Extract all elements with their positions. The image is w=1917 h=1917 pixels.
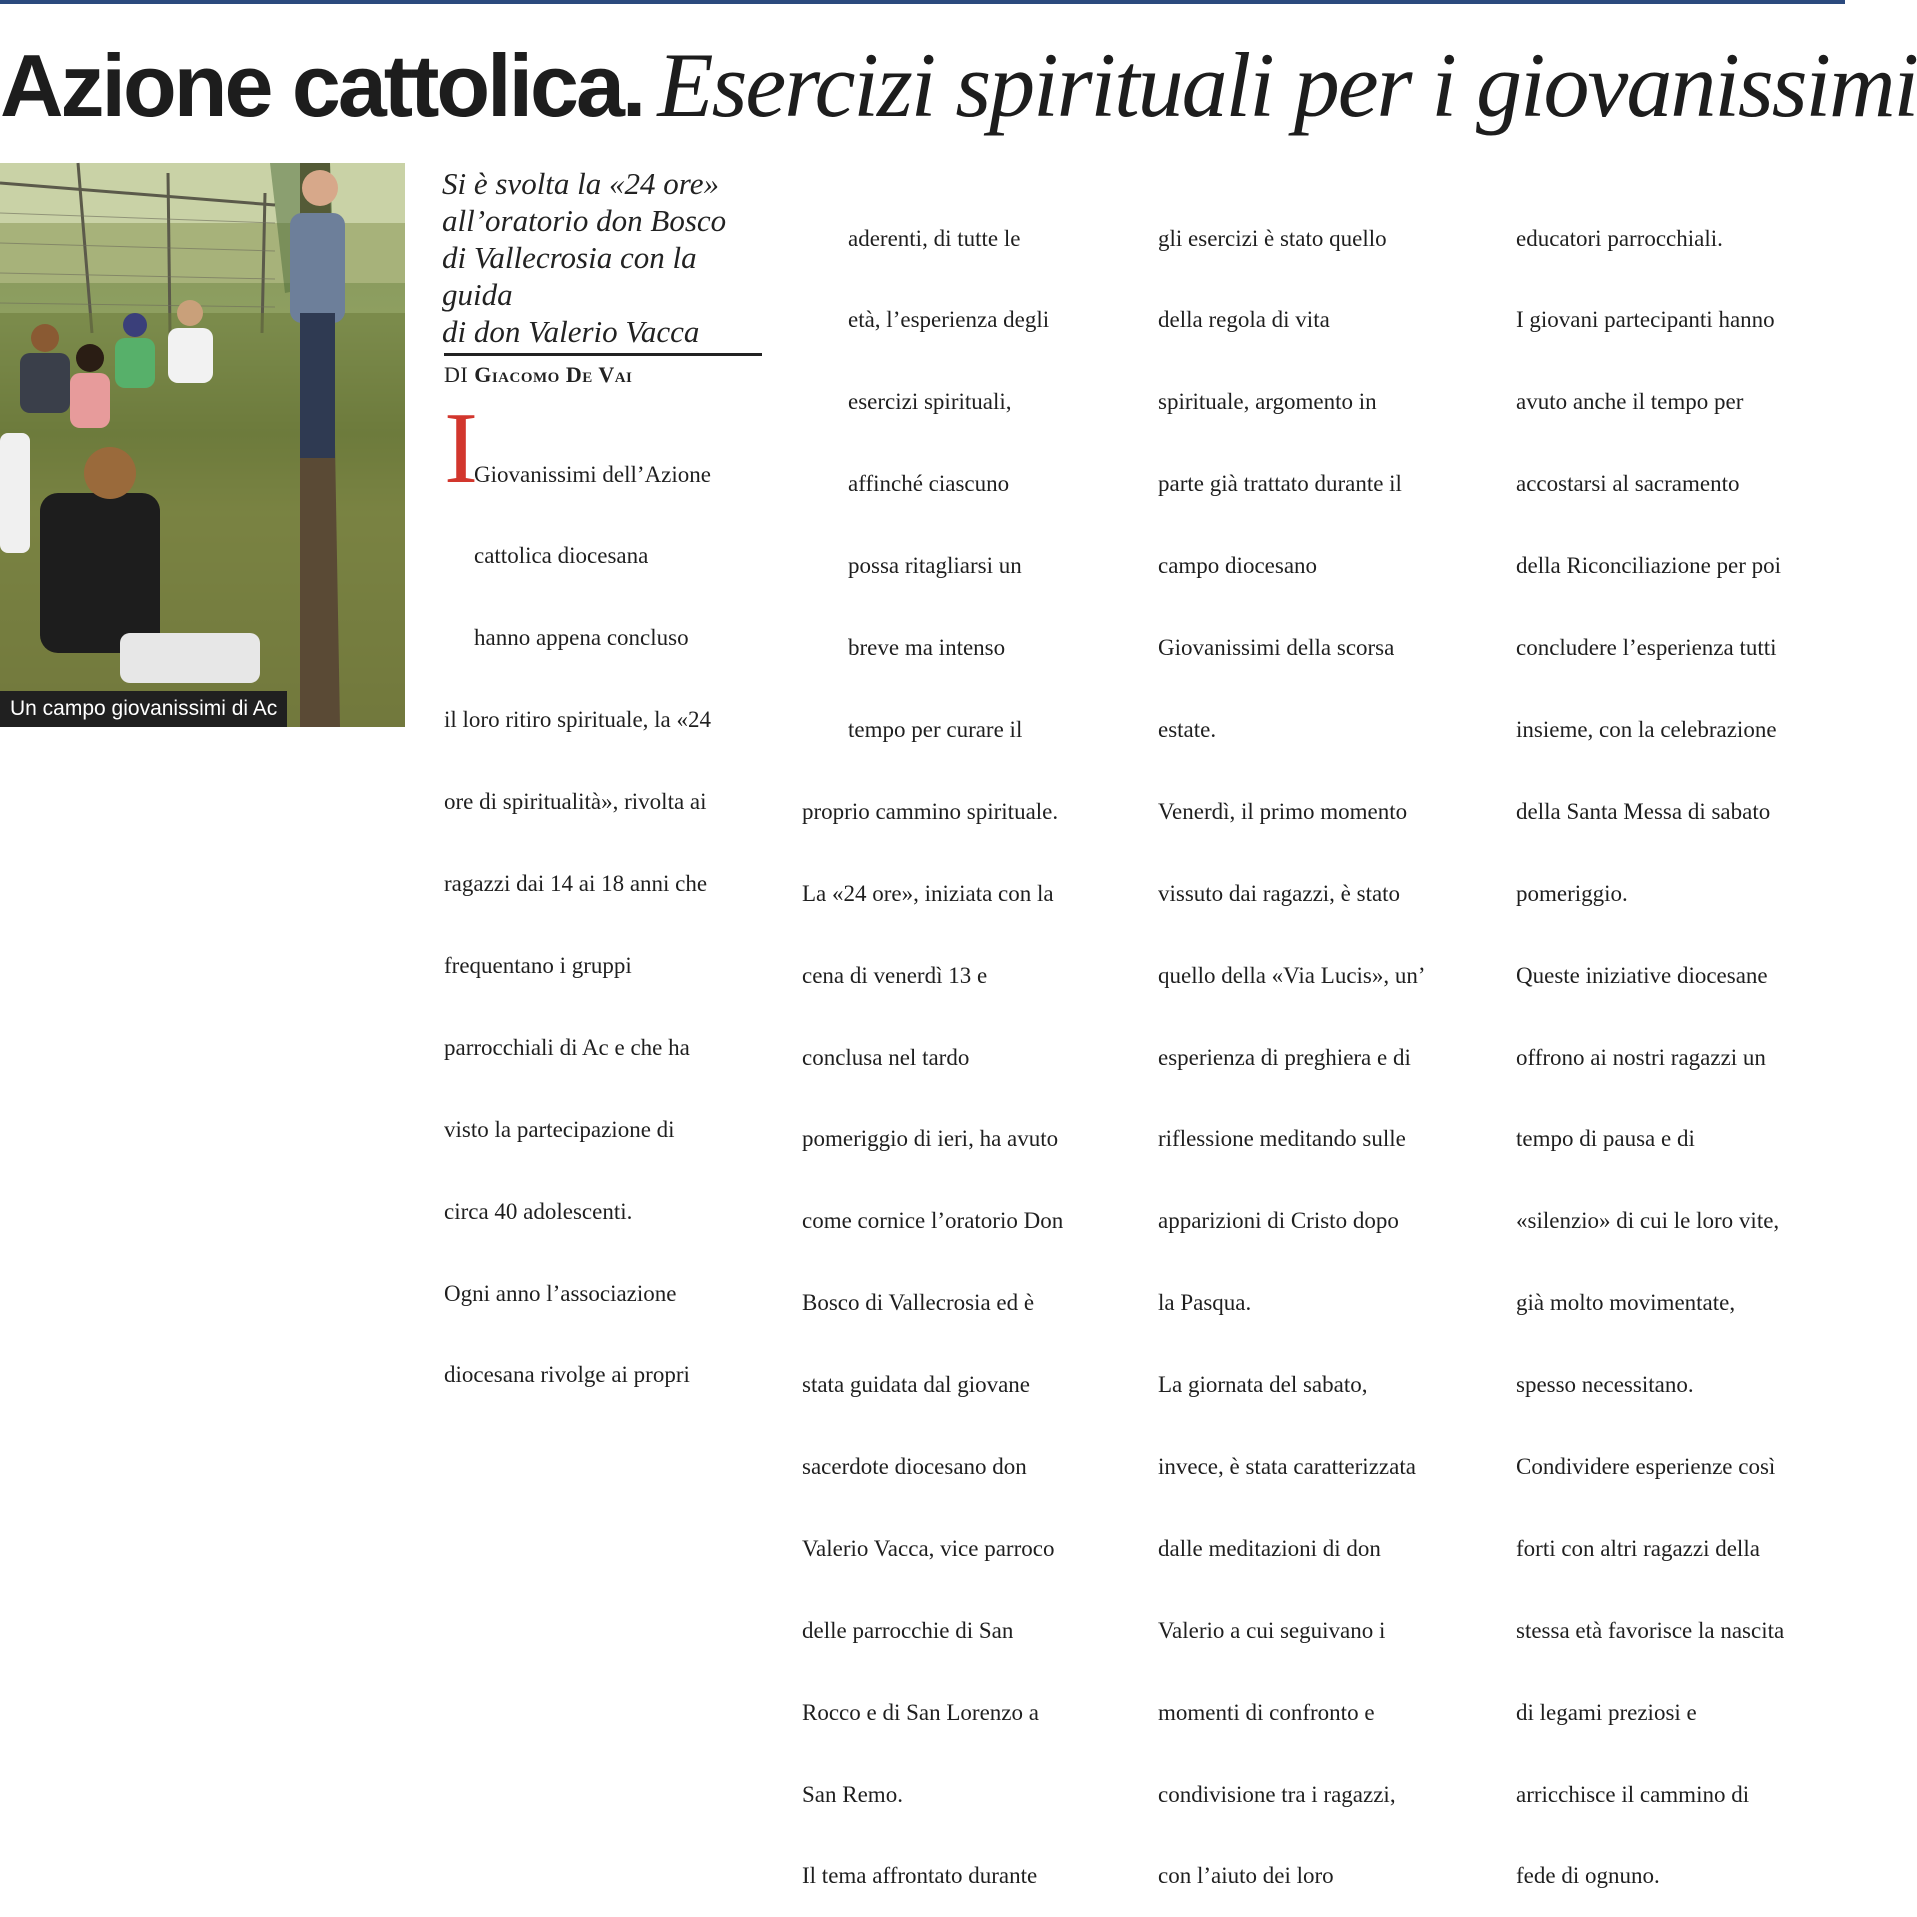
text-line: riflessione meditando sulle <box>1158 1126 1406 1152</box>
text-line: della Santa Messa di sabato <box>1516 798 1771 824</box>
text-line: arricchisce il cammino di <box>1516 1781 1750 1807</box>
text-line: esperienza di preghiera e di <box>1158 1044 1411 1070</box>
text-line: momenti di confronto e <box>1158 1699 1375 1725</box>
text-line: spesso necessitano. <box>1516 1372 1694 1398</box>
text-line: il loro ritiro spirituale, la «24 <box>444 707 712 733</box>
text-line: cattolica diocesana <box>474 543 649 569</box>
text-line: come cornice l’oratorio Don <box>802 1208 1064 1234</box>
text-line: già molto movimentate, <box>1516 1290 1736 1316</box>
text-line: gli esercizi è stato quello <box>1158 225 1387 251</box>
text-line: ore di spiritualità», rivolta ai <box>444 789 707 815</box>
text-line: Queste iniziative diocesane <box>1516 962 1768 988</box>
text-line: fede di ognuno. <box>1516 1863 1660 1889</box>
text-line: La «24 ore», iniziata con la <box>802 880 1054 906</box>
text-line: sacerdote diocesano don <box>802 1453 1027 1479</box>
text-line: tempo per curare il <box>802 716 1023 742</box>
text-line: quello della «Via Lucis», un’ <box>1158 962 1426 988</box>
text-line: hanno appena concluso <box>474 625 689 651</box>
byline-author: Giacomo De Vai <box>474 362 633 387</box>
text-line: della Riconciliazione per poi <box>1516 553 1782 579</box>
text-line: stata guidata dal giovane <box>802 1372 1031 1398</box>
text-line: San Remo. <box>802 1781 903 1807</box>
text-line: età, l’esperienza degli <box>802 307 1050 333</box>
text-line: accostarsi al sacramento <box>1516 471 1740 497</box>
text-line: della regola di vita <box>1158 307 1330 333</box>
text-line: condivisione tra i ragazzi, <box>1158 1781 1396 1807</box>
text-line: concludere l’esperienza tutti <box>1516 635 1777 661</box>
text-line: La giornata del sabato, <box>1158 1372 1368 1398</box>
headline-kicker: Azione cattolica. <box>0 36 644 135</box>
text-line: pomeriggio di ieri, ha avuto <box>802 1126 1059 1152</box>
photo-illustration <box>0 163 405 727</box>
text-line: apparizioni di Cristo dopo <box>1158 1208 1399 1234</box>
article-column-2 <box>802 170 1102 1917</box>
headline-title: Esercizi spirituali per i giovanissimi <box>657 34 1917 136</box>
byline <box>444 362 632 388</box>
text-line: affinché ciascuno <box>802 471 1010 497</box>
text-line: Bosco di Vallecrosia ed è <box>802 1290 1035 1316</box>
text-line: tempo di pausa e di <box>1516 1126 1695 1152</box>
text-line: Giovanissimi dell’Azione <box>474 461 711 487</box>
text-line: I giovani partecipanti hanno <box>1516 307 1775 333</box>
text-line: la Pasqua. <box>1158 1290 1252 1316</box>
byline-rule <box>444 353 762 356</box>
article-photo <box>0 163 405 727</box>
deck-line: all’oratorio don Bosco <box>442 203 727 238</box>
text-line: visto la partecipazione di <box>444 1116 675 1142</box>
drop-cap: I <box>444 392 478 505</box>
text-line: estate. <box>1158 716 1217 742</box>
text-line: frequentano i gruppi <box>444 952 632 978</box>
deck-line: di don Valerio Vacca <box>442 314 700 349</box>
text-line: diocesana rivolge ai propri <box>444 1362 690 1388</box>
deck-line: di Vallecrosia con la guida <box>442 240 697 312</box>
text-line: proprio cammino spirituale. <box>802 798 1059 824</box>
article-column-1 <box>444 392 762 1416</box>
text-line: conclusa nel tardo <box>802 1044 970 1070</box>
text-line: Ogni anno l’associazione <box>444 1280 677 1306</box>
text-line: Venerdì, il primo momento <box>1158 798 1408 824</box>
text-line: con l’aiuto dei loro <box>1158 1863 1334 1889</box>
article-deck <box>442 165 772 350</box>
text-line: Giovanissimi della scorsa <box>1158 635 1395 661</box>
top-rule <box>0 0 1845 4</box>
text-line: ragazzi dai 14 ai 18 anni che <box>444 871 708 897</box>
text-line: educatori parrocchiali. <box>1516 225 1723 251</box>
text-line: esercizi spirituali, <box>802 389 1012 415</box>
text-line: Rocco e di San Lorenzo a <box>802 1699 1039 1725</box>
text-line: cena di venerdì 13 e <box>802 962 988 988</box>
text-line: parrocchiali di Ac e che ha <box>444 1034 690 1060</box>
text-line: circa 40 adolescenti. <box>444 1198 633 1224</box>
text-line: di legami preziosi e <box>1516 1699 1697 1725</box>
text-line: invece, è stata caratterizzata <box>1158 1453 1416 1479</box>
text-line: campo diocesano <box>1158 553 1318 579</box>
text-line: spirituale, argomento in <box>1158 389 1377 415</box>
text-line: stessa età favorisce la nascita <box>1516 1617 1785 1643</box>
text-line: offrono ai nostri ragazzi un <box>1516 1044 1766 1070</box>
text-line: Il tema affrontato durante <box>802 1863 1038 1889</box>
text-line: pomeriggio. <box>1516 880 1628 906</box>
article-column-4 <box>1516 170 1836 1917</box>
text-line: parte già trattato durante il <box>1158 471 1402 497</box>
text-line: «silenzio» di cui le loro vite, <box>1516 1208 1780 1234</box>
text-line: forti con altri ragazzi della <box>1516 1535 1760 1561</box>
text-line: insieme, con la celebrazione <box>1516 716 1777 742</box>
text-line: delle parrocchie di San <box>802 1617 1014 1643</box>
text-line: possa ritagliarsi un <box>802 553 1022 579</box>
headline <box>0 20 1917 150</box>
photo-caption: Un campo giovanissimi di Ac <box>0 691 287 727</box>
text-line: Condividere esperienze così <box>1516 1453 1776 1479</box>
deck-line: Si è svolta la «24 ore» <box>442 166 719 201</box>
text-line: avuto anche il tempo per <box>1516 389 1744 415</box>
byline-prefix: DI <box>444 362 469 387</box>
text-line: Valerio Vacca, vice parroco <box>802 1535 1055 1561</box>
text-line: vissuto dai ragazzi, è stato <box>1158 880 1401 906</box>
text-line: breve ma intenso <box>802 635 1006 661</box>
text-line: dalle meditazioni di don <box>1158 1535 1381 1561</box>
article-column-3 <box>1158 170 1458 1917</box>
text-line: aderenti, di tutte le <box>802 225 1021 251</box>
text-line: Valerio a cui seguivano i <box>1158 1617 1386 1643</box>
